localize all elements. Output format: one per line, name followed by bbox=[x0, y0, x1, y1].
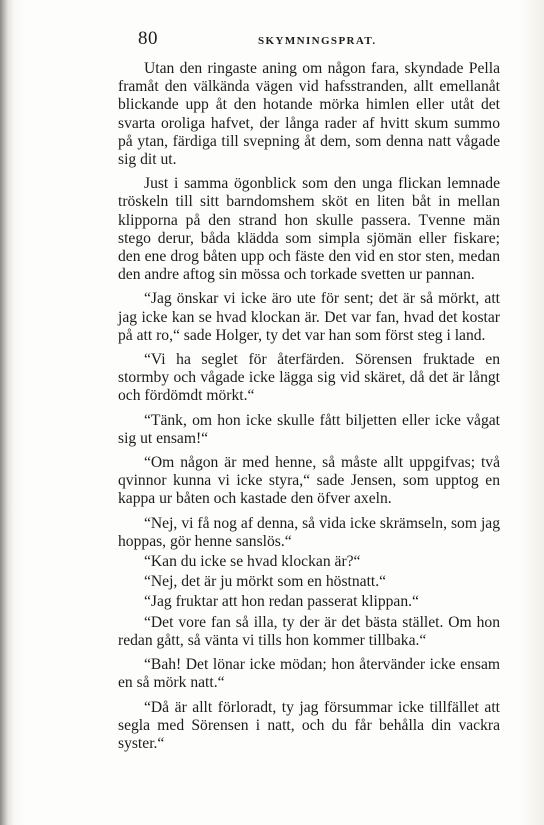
paragraph: “Bah! Det lönar icke mödan; hon återvänder icke ensam en så mörk natt.“ bbox=[118, 656, 500, 692]
body-text bbox=[118, 60, 500, 753]
page-header bbox=[138, 28, 508, 50]
paragraph: “Jag önskar vi icke äro ute för sent; det är så mörkt, att jag icke kan se hvad klockan är. Det var fan, hvad det kostar på att ro,“ sade Holger, ty det var han som först steg i land. bbox=[118, 290, 500, 344]
paragraph: “Vi ha seglet för återfärden. Sörensen fruktade en stormby och vågade icke lägga sig vid skäret, då det är långt och fördömdt mörkt.“ bbox=[118, 351, 500, 405]
paragraph: “Jag fruktar att hon redan passerat klippan.“ bbox=[144, 593, 419, 611]
paragraph: Just i samma ögonblick som den unga flickan lemnade tröskeln till sitt barndomshem sköt en liten båt in mellan klipporna på den strand hon skulle passera. Tvenne män stego derur, båda klädda som simpla sjömän eller fiskare; den ene drog båten upp och fäste den vid en stor sten, medan den andre aftog sin mössa och torkade svetten ur pannan. bbox=[118, 175, 500, 284]
page-number: 80 bbox=[138, 28, 158, 49]
paragraph: “Nej, det är ju mörkt som en höstnatt.“ bbox=[144, 573, 387, 591]
paragraph: “Kan du icke se hvad klockan är?“ bbox=[144, 553, 361, 571]
paragraph: “Om någon är med henne, så måste allt uppgifvas; två qvinnor kunna vi icke styra,“ sade Jensen, som upptog en kappa ur båten och kastade den öfver axeln. bbox=[118, 454, 500, 508]
paragraph: “Då är allt förloradt, ty jag försummar icke tillfället att segla med Sörensen i natt, och du får behålla din vackra syster.“ bbox=[118, 698, 500, 752]
paragraph: “Det vore fan så illa, ty der är det bästa stället. Om hon redan gått, så vänta vi tills hon kommer tillbaka.“ bbox=[118, 613, 500, 649]
paragraph: “Nej, vi få nog af denna, så vida icke skrämseln, som jag hoppas, gör henne sanslös.“ bbox=[118, 514, 500, 550]
paragraph: Utan den ringaste aning om någon fara, skyndade Pella framåt den välkända vägen vid hafsstranden, allt emellanåt blickande upp åt den hotande mörka himlen eller utåt det svarta oroliga hafvet, der långa rader af hvitt skum summo på ytan, färdiga till svepning åt dem, som denna natt vågade sig dit ut. bbox=[118, 60, 500, 169]
page-binding-edge bbox=[0, 0, 14, 825]
paragraph: “Tänk, om hon icke skulle fått biljetten eller icke vågat sig ut ensam!“ bbox=[118, 411, 500, 447]
running-head: SKYMNINGSPRAT. bbox=[258, 35, 377, 47]
